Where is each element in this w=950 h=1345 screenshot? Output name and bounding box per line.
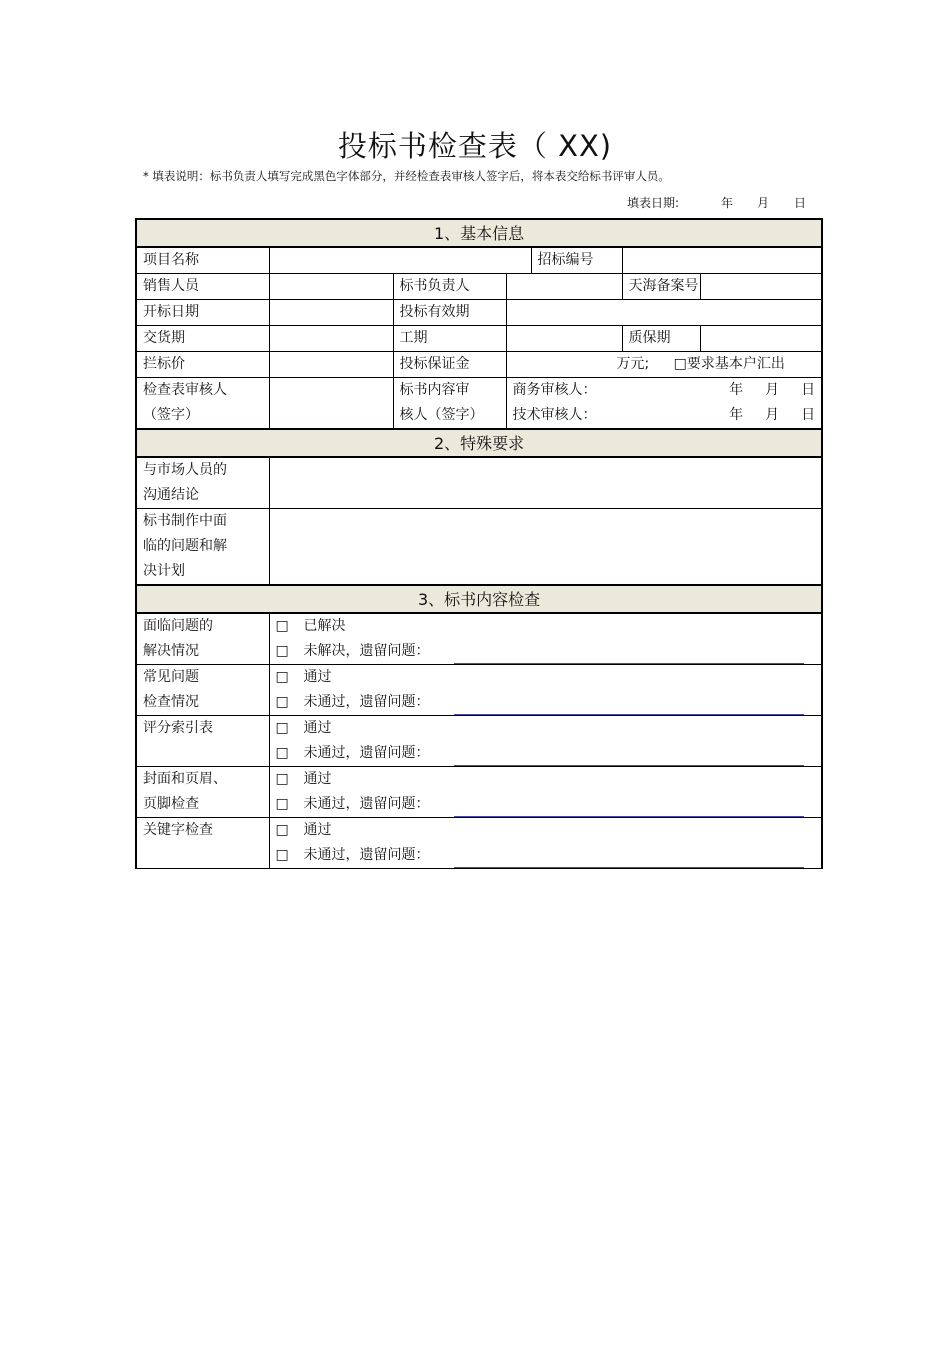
check-label-scoring: 评分索引表	[136, 716, 269, 767]
check-options-scoring[interactable]: □ 通过 □ 未通过，遗留问题：	[269, 716, 822, 767]
tianhai-no-field[interactable]	[700, 274, 822, 300]
checkbox-icon[interactable]: □	[275, 720, 289, 736]
checkbox-icon[interactable]: □	[275, 796, 289, 812]
label-content-reviewer: 标书内容审 核人（签字）	[393, 378, 506, 430]
check-options-keywords[interactable]: □ 通过 □ 未通过，遗留问题：	[269, 818, 822, 869]
sales-field[interactable]	[269, 274, 393, 300]
fill-date-label: 填表日期:	[627, 196, 680, 210]
tech-reviewer-label: 技术审核人：	[512, 407, 597, 423]
bid-check-table	[135, 218, 823, 869]
basic-account-checkbox[interactable]: □要求基本户汇出	[673, 356, 785, 372]
checker-signature-field[interactable]	[269, 378, 393, 430]
label-problem-plan: 标书制作中面 临的问题和解 决计划	[136, 509, 269, 586]
delivery-field[interactable]	[269, 326, 393, 352]
remaining-issue-line[interactable]	[454, 747, 804, 766]
check-options-cover[interactable]: □ 通过 □ 未通过，遗留问题：	[269, 767, 822, 818]
checkbox-icon[interactable]: □	[275, 745, 289, 761]
fill-date-year: 年	[721, 196, 734, 210]
market-conclusion-field[interactable]	[269, 457, 822, 509]
wan-yuan-unit: 万元;	[616, 356, 650, 372]
label-bid-price: 拦标价	[136, 352, 269, 378]
deposit-field[interactable]	[506, 352, 822, 378]
label-tender-no: 招标编号	[531, 247, 622, 274]
check-label-cover: 封面和页眉、 页脚检查	[136, 767, 269, 818]
work-period-field[interactable]	[506, 326, 622, 352]
checkbox-icon[interactable]: □	[275, 669, 289, 685]
label-warranty: 质保期	[622, 326, 700, 352]
validity-field[interactable]	[506, 300, 822, 326]
label-validity: 投标有效期	[393, 300, 506, 326]
label-tianhai-no: 天海备案号	[622, 274, 700, 300]
label-delivery: 交货期	[136, 326, 269, 352]
checkbox-icon[interactable]: □	[275, 771, 289, 787]
project-name-field[interactable]	[269, 247, 531, 274]
checkbox-icon[interactable]: □	[275, 822, 289, 838]
check-options-issues[interactable]: □ 已解决 □ 未解决，遗留问题：	[269, 613, 822, 665]
label-open-date: 开标日期	[136, 300, 269, 326]
page-title: 投标书检查表（ XX)	[337, 129, 613, 163]
checkbox-icon[interactable]: □	[275, 694, 289, 710]
checkbox-icon[interactable]: □	[275, 847, 289, 863]
fill-date-day: 日	[794, 196, 807, 210]
remaining-issue-line[interactable]	[454, 798, 804, 817]
open-date-field[interactable]	[269, 300, 393, 326]
label-project-name: 项目名称	[136, 247, 269, 274]
remaining-issue-line[interactable]	[454, 849, 804, 868]
business-reviewer-label: 商务审核人：	[512, 382, 597, 398]
checkbox-icon[interactable]: □	[275, 618, 289, 634]
remaining-issue-line[interactable]	[454, 696, 804, 715]
section-special-requirements: 2、特殊要求	[136, 429, 822, 457]
label-work-period: 工期	[393, 326, 506, 352]
label-sales: 销售人员	[136, 274, 269, 300]
label-market-conclusion: 与市场人员的 沟通结论	[136, 457, 269, 509]
warranty-field[interactable]	[700, 326, 822, 352]
label-deposit: 投标保证金	[393, 352, 506, 378]
reviewer-signatures[interactable]: 商务审核人： 年 月 日 技术审核人： 年 月 日	[506, 378, 822, 430]
section-content-check: 3、标书内容检查	[136, 585, 822, 613]
bid-price-field[interactable]	[269, 352, 393, 378]
check-label-keywords: 关键字检查	[136, 818, 269, 869]
problem-plan-field[interactable]	[269, 509, 822, 586]
label-checker: 检查表审核人 （签字）	[136, 378, 269, 430]
section-basic-info: 1、基本信息	[136, 219, 822, 247]
fill-date-month: 月	[757, 196, 770, 210]
check-label-common: 常见问题 检查情况	[136, 665, 269, 716]
check-label-issues: 面临问题的 解决情况	[136, 613, 269, 665]
fill-instructions: * 填表说明：标书负责人填写完成黑色字体部分，并经检查表审核人签字后，将本表交给标书评审人员。	[143, 169, 670, 183]
label-bid-owner: 标书负责人	[393, 274, 506, 300]
remaining-issue-line[interactable]	[454, 645, 804, 664]
checkbox-icon[interactable]: □	[275, 643, 289, 659]
tender-no-field[interactable]	[622, 247, 822, 274]
check-options-common[interactable]: □ 通过 □ 未通过，遗留问题：	[269, 665, 822, 716]
bid-owner-field[interactable]	[506, 274, 622, 300]
